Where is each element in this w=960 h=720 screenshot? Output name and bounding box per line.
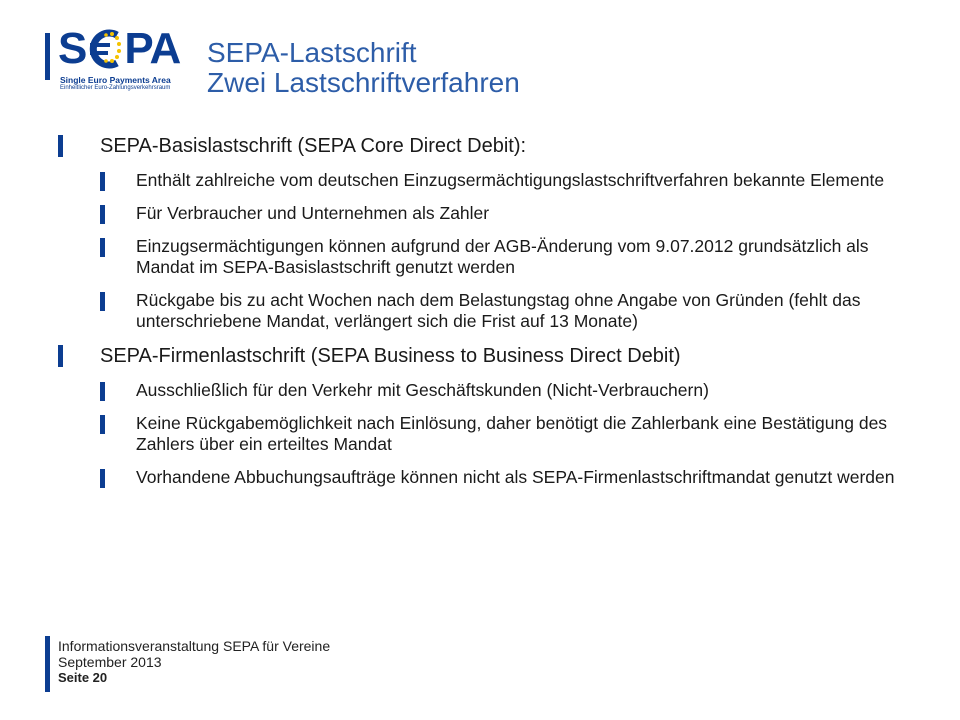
sub-bullet [100, 170, 928, 191]
sepa-logo-wordmark [58, 26, 180, 72]
bullet-marker [100, 172, 105, 191]
sub-bullet-text: Für Verbraucher und Unternehmen als Zahler [136, 203, 490, 223]
bullet-text: SEPA-Basislastschrift (SEPA Core Direct Debit): [100, 135, 527, 157]
bullet-marker [100, 415, 105, 434]
footer-date: September 2013 [58, 654, 162, 670]
bullet-firmenlastschrift [58, 344, 928, 368]
logo-accent-bar [45, 33, 50, 80]
slide-title-line1: SEPA-Lastschrift [207, 37, 417, 68]
logo-letter-s: S [58, 24, 87, 73]
bullet-marker [100, 292, 105, 311]
sub-bullet [100, 236, 928, 278]
footer-event: Informationsveranstaltung SEPA für Vereine [58, 638, 331, 654]
bullet-marker [100, 469, 105, 488]
footer [58, 638, 330, 686]
sub-bullet [100, 467, 928, 488]
sub-bullet-text: Rückgabe bis zu acht Wochen nach dem Belastungstag ohne Angabe von Gründen (fehlt das unterschriebene Mandat, verlängert sich die Frist auf 13 Monate) [136, 290, 861, 331]
bullet-marker [58, 345, 63, 367]
logo-subtagline: Einheitlicher Euro-Zahlungsverkehrsraum [60, 85, 171, 91]
sub-bullet-text: Enthält zahlreiche vom deutschen Einzugsermächtigungslastschriftverfahren bekannte Elemente [136, 170, 885, 190]
bullet-marker [58, 135, 63, 157]
page-number: Seite 20 [58, 670, 108, 685]
sepa-logo [58, 24, 181, 94]
bullet-marker [100, 205, 105, 224]
bullet-marker [100, 382, 105, 401]
logo-tagline: Single Euro Payments Area [60, 75, 171, 85]
sub-bullet-text: Keine Rückgabemöglichkeit nach Einlösung, daher benötigt die Zahlerbank eine Bestätigung des Zahlers über ein erteiltes Mandat [136, 413, 888, 454]
bullet-text: SEPA-Firmenlastschrift (SEPA Business to Business Direct Debit) [100, 345, 681, 367]
sub-bullet-text: Einzugsermächtigungen können aufgrund der AGB-Änderung vom 9.07.2012 grundsätzlich als Mandat im SEPA-Basislastschrift genutzt werden [136, 236, 869, 277]
slide-title-line2: Zwei Lastschriftverfahren [207, 67, 520, 98]
sub-bullet-text: Ausschließlich für den Verkehr mit Geschäftskunden (Nicht-Verbrauchern) [136, 380, 709, 400]
sub-bullet [100, 203, 928, 224]
sub-bullet [100, 290, 928, 332]
slide-title [207, 38, 520, 98]
bullet-list [58, 134, 928, 500]
sub-bullet [100, 413, 928, 455]
logo-letters-pa: PA [124, 24, 181, 73]
sub-bullet-text: Vorhandene Abbuchungsaufträge können nicht als SEPA-Firmenlastschriftmandat genutzt werden [136, 467, 895, 487]
euro-stars-icon [86, 26, 124, 72]
bullet-marker [100, 238, 105, 257]
footer-accent-bar [45, 636, 50, 692]
bullet-basislastschrift [58, 134, 928, 158]
sub-bullet [100, 380, 928, 401]
